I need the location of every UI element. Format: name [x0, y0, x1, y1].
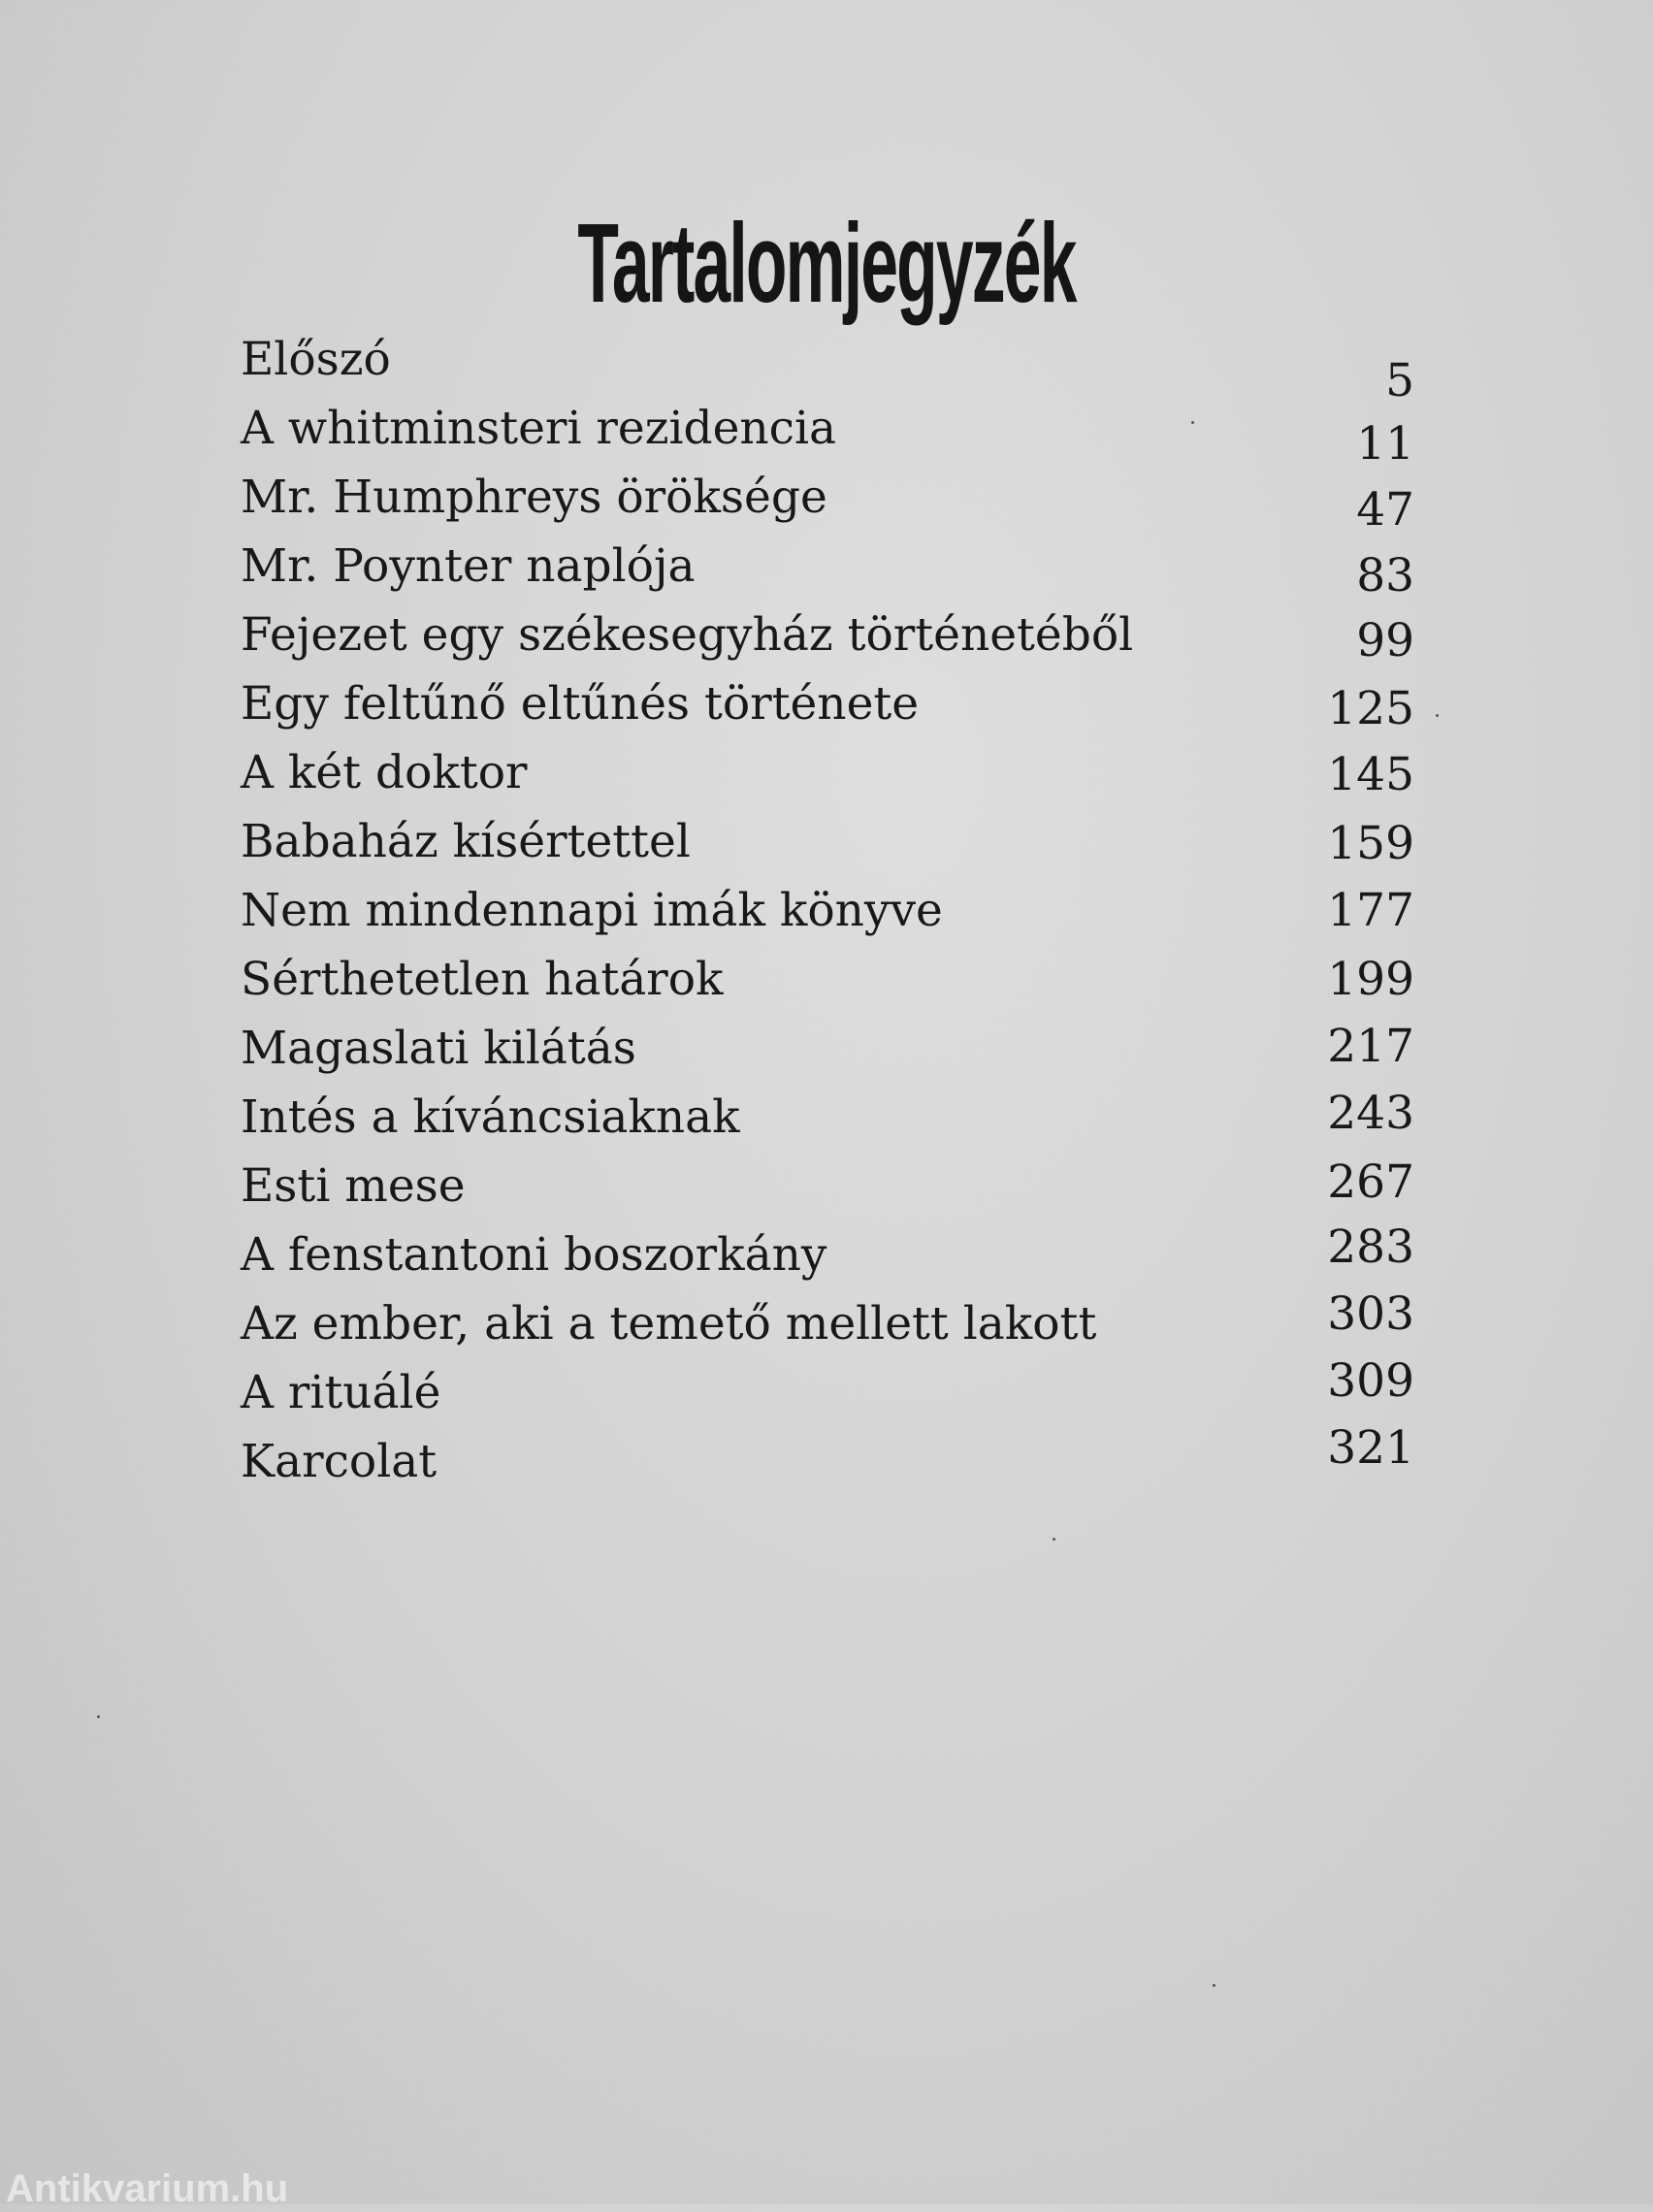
toc-entry-title: Előszó — [241, 333, 391, 386]
paper-speck — [1053, 1538, 1055, 1541]
toc-entry-title: Az ember, aki a temető mellett lakott — [241, 1297, 1097, 1350]
toc-entry-title: Babaház kísértettel — [241, 815, 691, 868]
toc-entry-title: A rituálé — [241, 1366, 441, 1419]
toc-entry-title: A két doktor — [241, 746, 528, 799]
toc-entry — [241, 946, 1414, 1015]
toc-entry — [241, 1221, 1414, 1290]
toc-entry-page-number: 159 — [1327, 817, 1414, 870]
table-of-contents — [241, 326, 1414, 1497]
toc-entry — [241, 326, 1414, 407]
toc-entry — [241, 1287, 1414, 1359]
toc-entry-page-number: 267 — [1327, 1155, 1414, 1209]
toc-entry-page-number: 321 — [1327, 1421, 1414, 1475]
toc-entry — [241, 1153, 1414, 1221]
toc-entry-title: Karcolat — [241, 1435, 438, 1488]
toc-entry — [241, 877, 1414, 946]
toc-entry-page-number: 145 — [1327, 748, 1414, 801]
toc-entry-page-number: 5 — [1385, 354, 1414, 407]
toc-entry-page-number: 47 — [1356, 483, 1414, 537]
toc-entry-page-number: 125 — [1327, 682, 1414, 735]
toc-entry-title: A whitminsteri rezidencia — [241, 402, 837, 455]
toc-entry-page-number: 177 — [1327, 884, 1414, 937]
paper-speck — [1213, 1984, 1215, 1987]
toc-entry-title: Nem mindennapi imák könyve — [241, 884, 943, 937]
toc-entry-page-number: 83 — [1356, 549, 1414, 602]
toc-entry — [241, 1354, 1414, 1428]
toc-entry — [241, 670, 1414, 739]
toc-entry-page-number: 11 — [1356, 417, 1414, 471]
toc-entry-title: Mr. Poynter naplója — [241, 539, 696, 593]
toc-entry-page-number: 303 — [1327, 1287, 1414, 1341]
toc-entry — [241, 808, 1414, 877]
toc-entry-title: Fejezet egy székesegyház történetéből — [241, 608, 1134, 662]
toc-entry — [241, 1015, 1414, 1084]
toc-entry-page-number: 243 — [1327, 1087, 1414, 1140]
toc-entry — [241, 464, 1414, 537]
toc-entry — [241, 1084, 1414, 1153]
toc-entry — [241, 395, 1414, 471]
watermark: Antikvarium.hu — [6, 2167, 289, 2210]
toc-entry-title: Intés a kíváncsiaknak — [241, 1090, 740, 1144]
paper-speck — [97, 1715, 100, 1718]
toc-entry-title: A fenstantoni boszorkány — [241, 1228, 827, 1282]
page-title: Tartalomjegyzék — [577, 199, 1076, 326]
paper-speck — [1191, 421, 1194, 424]
toc-entry-page-number: 99 — [1356, 614, 1414, 667]
toc-entry-page-number: 309 — [1327, 1354, 1414, 1408]
paper-speck — [1436, 714, 1439, 717]
toc-entry-page-number: 217 — [1327, 1020, 1414, 1073]
toc-entry-title: Mr. Humphreys öröksége — [241, 471, 827, 524]
toc-entry — [241, 533, 1414, 602]
toc-entry-page-number: 283 — [1327, 1220, 1414, 1274]
toc-entry — [241, 739, 1414, 808]
toc-entry-title: Esti mese — [241, 1159, 466, 1213]
toc-entry — [241, 1421, 1414, 1497]
toc-entry-title: Magaslati kilátás — [241, 1022, 636, 1075]
toc-entry-title: Sérthetetlen határok — [241, 953, 724, 1006]
toc-entry-title: Egy feltűnő eltűnés története — [241, 677, 920, 731]
toc-entry-page-number: 199 — [1327, 953, 1414, 1006]
toc-entry — [241, 602, 1414, 670]
